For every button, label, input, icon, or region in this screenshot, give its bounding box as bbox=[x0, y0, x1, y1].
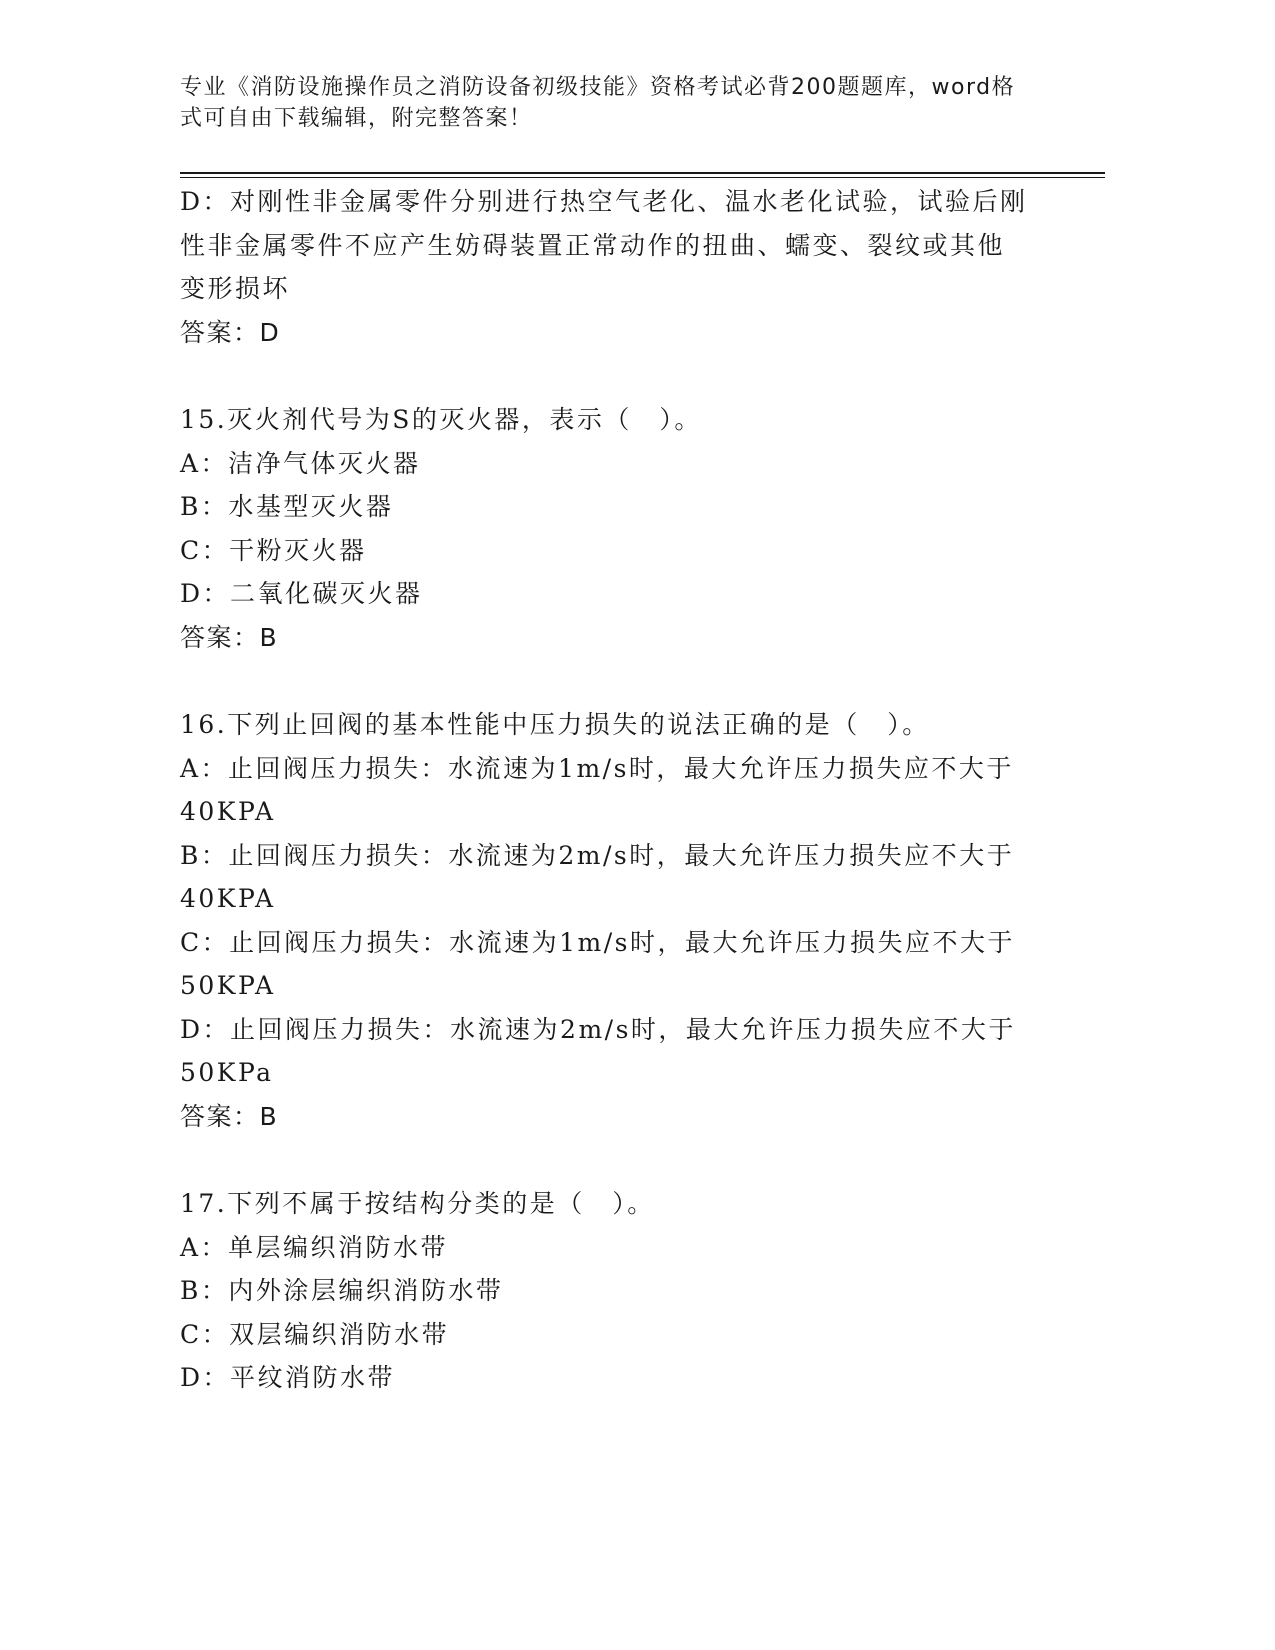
spacer bbox=[180, 354, 1050, 398]
option-c: C：干粉灭火器 bbox=[180, 535, 367, 565]
answer-line: 答案：B bbox=[180, 1101, 279, 1131]
option-a-continued: 40KPA bbox=[180, 797, 276, 826]
header-line-1: 专业《消防设施操作员之消防设备初级技能》资格考试必背200题题库，word格 bbox=[180, 75, 1016, 100]
spacer bbox=[180, 659, 1050, 703]
header-divider-thin bbox=[180, 177, 1105, 178]
option-d-continued: 50KPa bbox=[180, 1058, 274, 1087]
question-stem: 17.下列不属于按结构分类的是（ ）。 bbox=[180, 1189, 655, 1218]
option-d-line: D：对刚性非金属零件分别进行热空气老化、温水老化试验，试验后刚 bbox=[180, 187, 1028, 216]
option-b: B：止回阀压力损失：水流速为2m/s时，最大允许压力损失应不大于 bbox=[180, 840, 1015, 870]
answer-line: 答案：D bbox=[180, 317, 281, 347]
question-stem: 15.灭火剂代号为S的灭火器，表示（ ）。 bbox=[180, 405, 702, 434]
option-c: C：双层编织消防水带 bbox=[180, 1319, 450, 1349]
option-d-line: 变形损坏 bbox=[180, 274, 291, 303]
option-d: D：平纹消防水带 bbox=[180, 1363, 396, 1392]
option-c-continued: 50KPA bbox=[180, 971, 276, 1000]
header-line-2: 式可自由下载编辑，附完整答案！ bbox=[180, 106, 533, 131]
option-a: A：单层编织消防水带 bbox=[180, 1232, 449, 1262]
question-17 bbox=[180, 1182, 1050, 1400]
option-b-continued: 40KPA bbox=[180, 884, 276, 913]
option-d-line: 性非金属零件不应产生妨碍装置正常动作的扭曲、蠕变、裂纹或其他 bbox=[180, 230, 1006, 260]
spacer bbox=[180, 1138, 1050, 1182]
option-b: B：水基型灭火器 bbox=[180, 492, 394, 521]
answer-line: 答案：B bbox=[180, 622, 279, 652]
question-list bbox=[180, 180, 1050, 1400]
option-d: D：止回阀压力损失：水流速为2m/s时，最大允许压力损失应不大于 bbox=[180, 1014, 1016, 1044]
question-16 bbox=[180, 703, 1050, 1138]
option-b: B：内外涂层编织消防水带 bbox=[180, 1276, 504, 1305]
option-c: C：止回阀压力损失：水流速为1m/s时，最大允许压力损失应不大于 bbox=[180, 927, 1015, 957]
question-15 bbox=[180, 398, 1050, 659]
option-a: A：洁净气体灭火器 bbox=[180, 448, 421, 478]
document-header bbox=[180, 72, 1040, 134]
option-d: D：二氧化碳灭火器 bbox=[180, 579, 423, 608]
header-divider-thick bbox=[180, 172, 1105, 174]
option-a: A：止回阀压力损失：水流速为1m/s时，最大允许压力损失应不大于 bbox=[180, 753, 1014, 783]
question-stem: 16.下列止回阀的基本性能中压力损失的说法正确的是（ ）。 bbox=[180, 710, 930, 739]
previous-question-tail bbox=[180, 180, 1050, 354]
